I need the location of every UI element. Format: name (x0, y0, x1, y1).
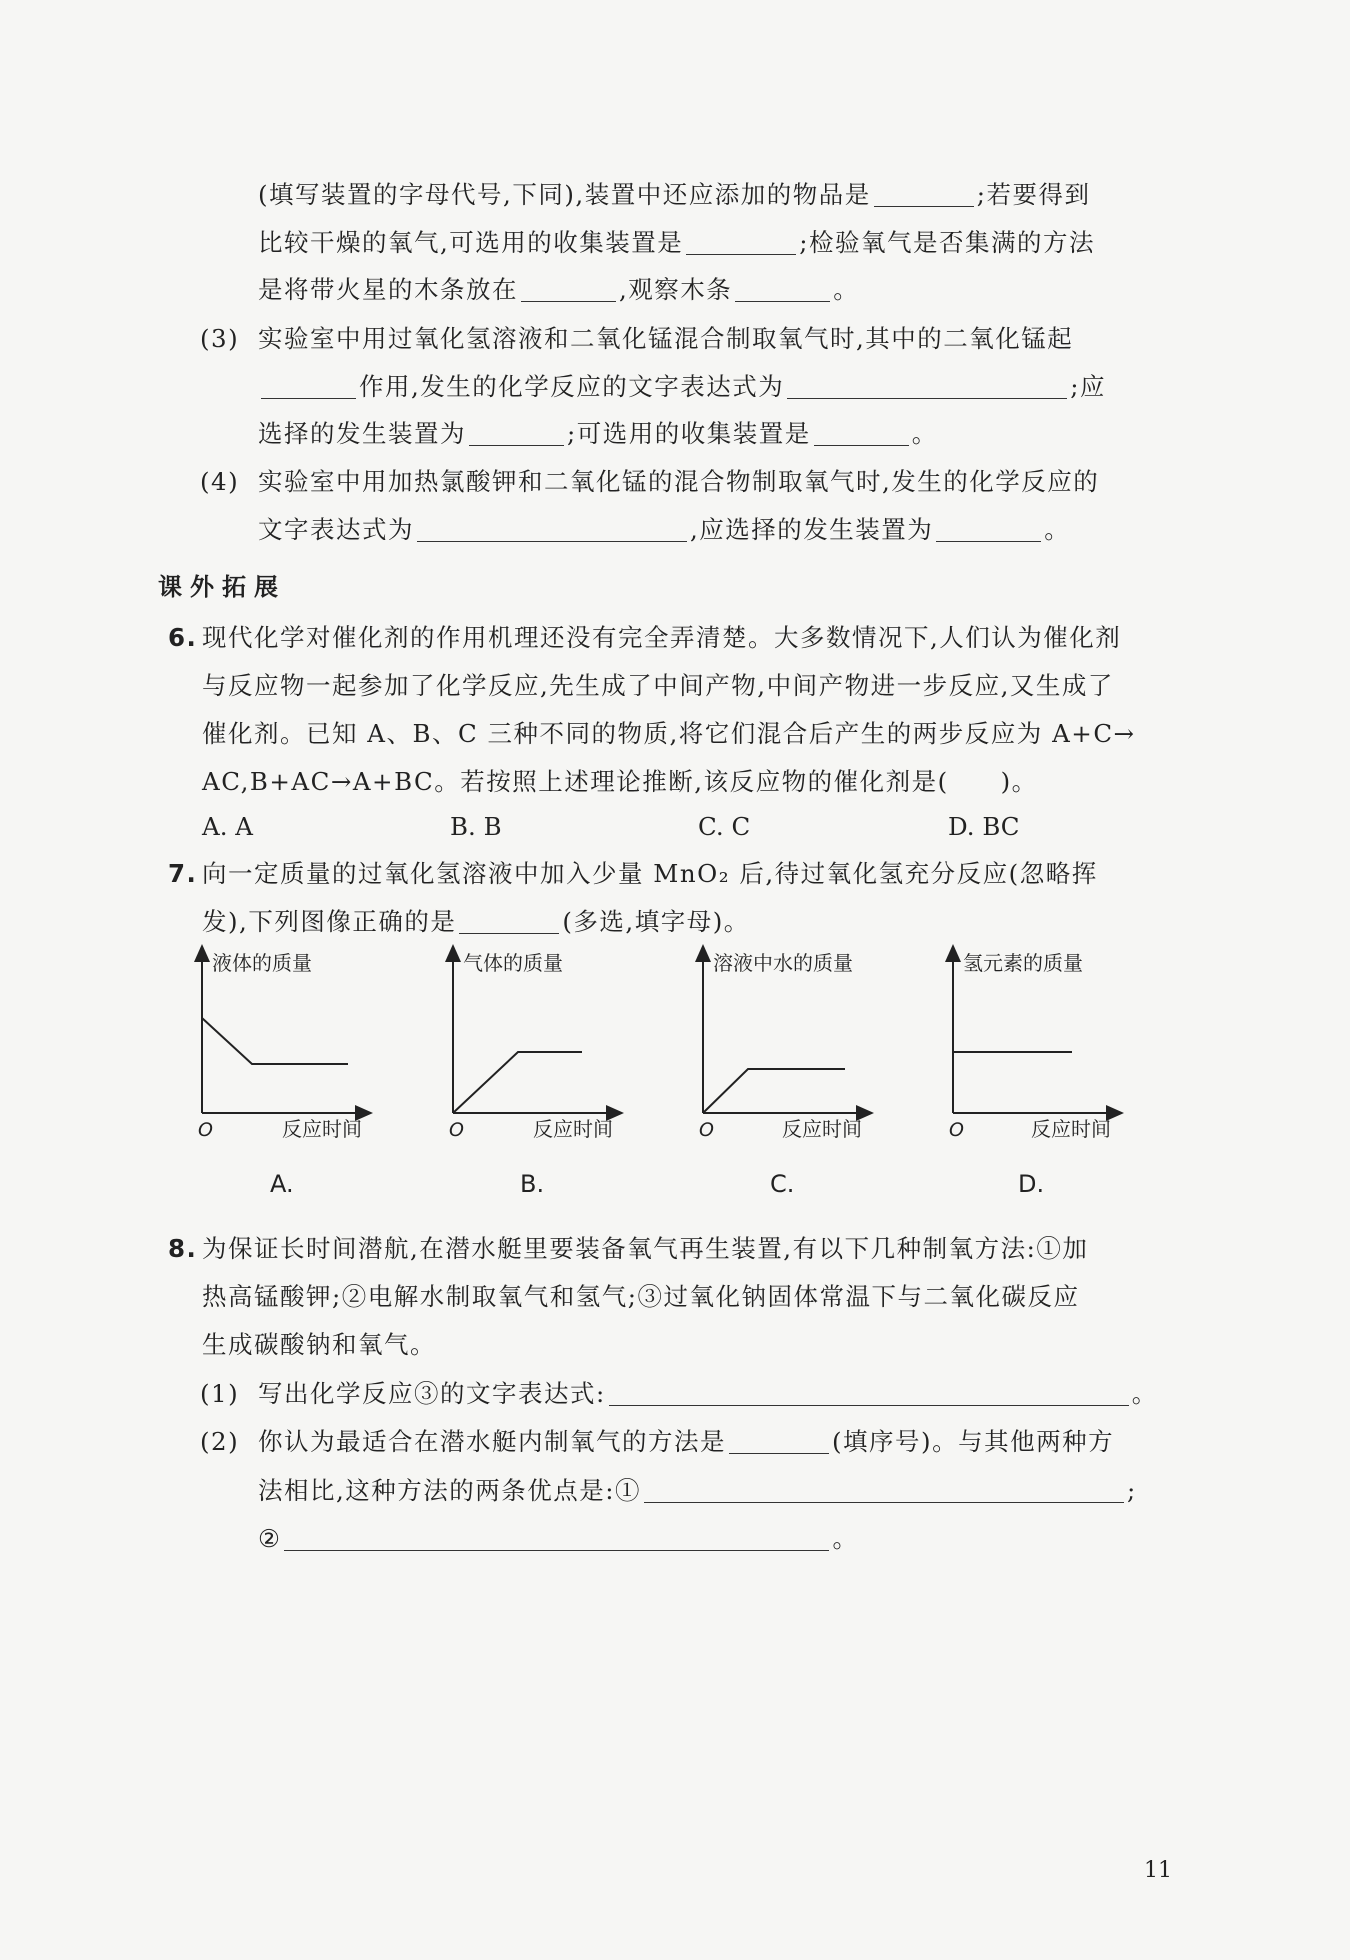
q8-part1: 写出化学反应③的文字表达式: 。 (258, 1379, 1158, 1408)
curve (703, 1069, 845, 1113)
graph-caption[interactable]: D. (1018, 1170, 1045, 1198)
q8-line1: 为保证长时间潜航,在潜水艇里要装备氧气再生装置,有以下几种制氧方法:①加 (202, 1234, 1089, 1263)
graph-c (699, 951, 866, 1198)
answer-blank[interactable] (729, 1431, 829, 1454)
q6-option-d[interactable]: D. BC (948, 812, 1020, 841)
q5-part3-line1: 实验室中用过氧化氢溶液和二氧化锰混合制取氧气时,其中的二氧化锰起 (258, 324, 1074, 353)
q5-line2: 比较干燥的氧气,可选用的收集装置是 ;检验氧气是否集满的方法 (258, 228, 1096, 257)
answer-blank[interactable] (609, 1383, 1129, 1406)
q5-part3-line3: 选择的发生装置为 ;可选用的收集装置是 。 (258, 419, 938, 448)
x-axis-label: 反应时间 (1031, 1117, 1111, 1141)
q6-option-c[interactable]: C. C (698, 812, 751, 841)
q8-part2-line1: 你认为最适合在潜水艇内制氧气的方法是 (填序号)。与其他两种方 (258, 1427, 1115, 1456)
y-axis-label: 氢元素的质量 (963, 951, 1083, 975)
q6-line1: 现代化学对催化剂的作用机理还没有完全弄清楚。大多数情况下,人们认为催化剂 (202, 623, 1122, 652)
page-number: 11 (1144, 1858, 1172, 1883)
origin-label: O (449, 1119, 464, 1141)
origin-label: O (699, 1119, 714, 1141)
question-number: 6. (168, 623, 198, 652)
q5-part3-line2: 作用,发生的化学反应的文字表达式为 ;应 (258, 375, 1106, 400)
q5-part4-line1: 实验室中用加热氯酸钾和二氧化锰的混合物制取氧气时,发生的化学反应的 (258, 467, 1100, 496)
x-axis-label: 反应时间 (533, 1117, 613, 1141)
q8-part2-label: (2) (200, 1427, 240, 1456)
y-axis-label: 液体的质量 (212, 951, 312, 975)
q5-line3: 是将带火星的木条放在 ,观察木条 。 (258, 275, 860, 304)
curve (453, 1052, 582, 1113)
q7-line2: 发),下列图像正确的是 (多选,填字母)。 (202, 907, 750, 936)
q8-line2: 热高锰酸钾;②电解水制取氧气和氢气;③过氧化钠固体常温下与二氧化碳反应 (202, 1282, 1080, 1311)
q5-part4-label: (4) (200, 467, 240, 496)
q6-option-b[interactable]: B. B (450, 812, 502, 841)
q6-line4: AC,B+AC→A+BC。若按照上述理论推断,该反应物的催化剂是( )。 (202, 767, 1038, 796)
origin-label: O (949, 1119, 964, 1141)
y-axis-label: 溶液中水的质量 (713, 951, 853, 975)
question-number: 8. (168, 1234, 198, 1263)
q8-part2-line2: 法相比,这种方法的两条优点是:① ; (258, 1476, 1137, 1505)
graph-caption[interactable]: C. (770, 1170, 795, 1198)
curve (202, 1018, 348, 1064)
graph-b (449, 951, 616, 1198)
q8-part1-label: (1) (200, 1379, 240, 1408)
q6-line3: 催化剂。已知 A、B、C 三种不同的物质,将它们混合后产生的两步反应为 A+C→ (202, 719, 1136, 748)
graph-caption[interactable]: A. (270, 1170, 294, 1198)
q5-part3-label: (3) (200, 324, 240, 353)
graph-caption[interactable]: B. (520, 1170, 545, 1198)
section-heading: 课外拓展 (158, 573, 286, 601)
question-number: 7. (168, 859, 198, 888)
q5-line1: (填写装置的字母代号,下同),装置中还应添加的物品是 ;若要得到 (258, 180, 1091, 209)
y-axis-label: 气体的质量 (463, 951, 563, 975)
q7-line1: 向一定质量的过氧化氢溶液中加入少量 MnO₂ 后,待过氧化氢充分反应(忽略挥 (202, 859, 1098, 888)
origin-label: O (198, 1119, 213, 1141)
x-axis-label: 反应时间 (282, 1117, 362, 1141)
q5-part4-line2: 文字表达式为 ,应选择的发生装置为 。 (258, 515, 1071, 544)
graph-d (949, 951, 1116, 1198)
q6-line2: 与反应物一起参加了化学反应,先生成了中间产物,中间产物进一步反应,又生成了 (202, 671, 1114, 700)
x-axis-label: 反应时间 (782, 1117, 862, 1141)
answer-blank[interactable] (644, 1480, 1124, 1503)
answer-blank[interactable] (284, 1528, 829, 1551)
graph-a (198, 951, 365, 1198)
q6-option-a[interactable]: A. A (202, 812, 253, 841)
q8-line3: 生成碳酸钠和氧气。 (202, 1330, 436, 1359)
q8-part2-line3: ② 。 (258, 1524, 859, 1553)
